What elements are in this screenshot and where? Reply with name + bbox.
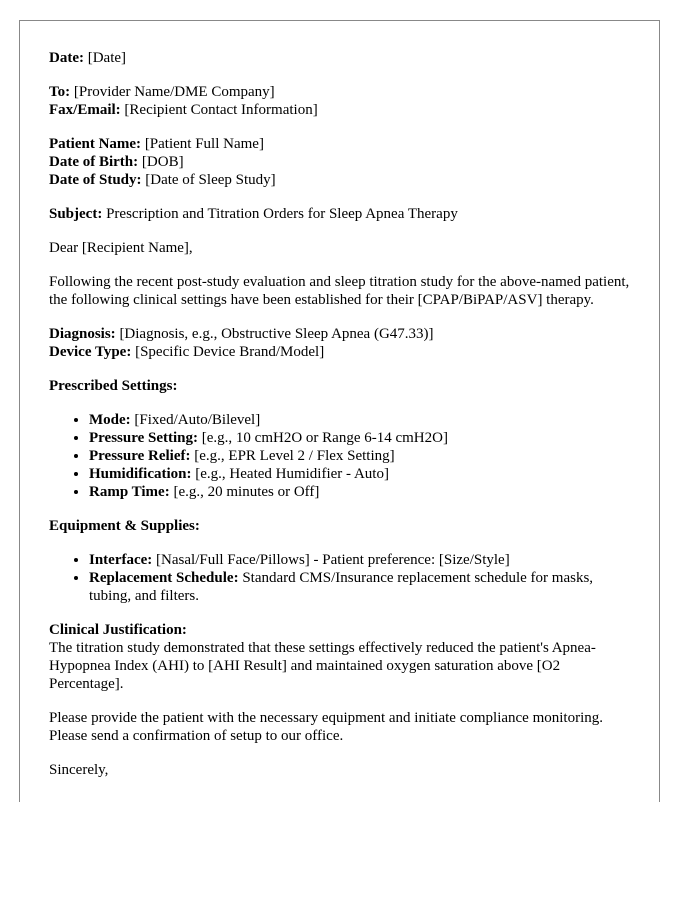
justification-heading: Clinical Justification:	[49, 622, 187, 638]
setting-value: [e.g., 10 cmH2O or Range 6-14 cmH2O]	[201, 430, 448, 446]
setting-label: Ramp Time:	[89, 484, 170, 500]
subject-label: Subject:	[49, 206, 103, 222]
settings-heading	[49, 377, 630, 395]
study-date-value: [Date of Sleep Study]	[145, 172, 276, 188]
justification-text: The titration study demonstrated that these settings effectively reduced the patient's Apnea-Hypopnea Index (AHI) to [AHI Result] and maintained oxygen saturation above [O2 Percentage].	[49, 640, 596, 692]
list-item	[89, 569, 630, 605]
diagnosis-label: Diagnosis:	[49, 326, 116, 342]
list-item	[89, 429, 630, 447]
diagnosis-block	[49, 325, 630, 361]
equipment-value: Standard CMS/Insurance replacement schedule for masks, tubing, and filters.	[89, 570, 594, 604]
setting-value: [e.g., 20 minutes or Off]	[173, 484, 320, 500]
setting-value: [e.g., EPR Level 2 / Flex Setting]	[194, 448, 395, 464]
setting-label: Mode:	[89, 412, 131, 428]
settings-heading-text: Prescribed Settings:	[49, 378, 178, 394]
to-value: [Provider Name/DME Company]	[73, 84, 275, 100]
justification-block	[49, 621, 630, 693]
equipment-list	[49, 551, 630, 605]
dob-value: [DOB]	[141, 154, 184, 170]
subject-line	[49, 205, 630, 223]
settings-list	[49, 411, 630, 501]
equipment-value: [Nasal/Full Face/Pillows] - Patient preference: [Size/Style]	[156, 552, 510, 568]
date-value: [Date]	[87, 50, 127, 66]
list-item	[89, 447, 630, 465]
list-item	[89, 551, 630, 569]
equipment-heading	[49, 517, 630, 535]
device-type-value: [Specific Device Brand/Model]	[135, 344, 325, 360]
equipment-heading-text: Equipment & Supplies:	[49, 518, 200, 534]
equipment-label: Replacement Schedule:	[89, 570, 239, 586]
fax-label: Fax/Email:	[49, 102, 121, 118]
recipient-block	[49, 83, 630, 119]
intro-paragraph: Following the recent post-study evaluation and sleep titration study for the above-named patient, the following clinical settings have been established for their [CPAP/BiPAP/ASV] therapy.	[49, 274, 630, 308]
to-label: To:	[49, 84, 71, 100]
dob-label: Date of Birth:	[49, 154, 139, 170]
fax-value: [Recipient Contact Information]	[124, 102, 318, 118]
list-item	[89, 483, 630, 501]
letter-document	[19, 20, 660, 802]
patient-name-value: [Patient Full Name]	[144, 136, 264, 152]
signoff: Sincerely,	[49, 762, 109, 778]
salutation: Dear [Recipient Name],	[49, 240, 193, 256]
patient-name-label: Patient Name:	[49, 136, 142, 152]
setting-value: [e.g., Heated Humidifier - Auto]	[195, 466, 389, 482]
subject-value: Prescription and Titration Orders for Sleep Apnea Therapy	[106, 206, 458, 222]
setting-label: Humidification:	[89, 466, 192, 482]
setting-label: Pressure Relief:	[89, 448, 191, 464]
equipment-label: Interface:	[89, 552, 153, 568]
list-item	[89, 465, 630, 483]
patient-block	[49, 135, 630, 189]
diagnosis-value: [Diagnosis, e.g., Obstructive Sleep Apnea (G47.33)]	[119, 326, 434, 342]
device-type-label: Device Type:	[49, 344, 132, 360]
header-block	[49, 49, 630, 67]
list-item	[89, 411, 630, 429]
date-label: Date:	[49, 50, 84, 66]
setting-label: Pressure Setting:	[89, 430, 199, 446]
study-date-label: Date of Study:	[49, 172, 142, 188]
setting-value: [Fixed/Auto/Bilevel]	[134, 412, 261, 428]
closing-request: Please provide the patient with the necessary equipment and initiate compliance monitoring. Please send a confirmation of setup to our office.	[49, 710, 604, 744]
